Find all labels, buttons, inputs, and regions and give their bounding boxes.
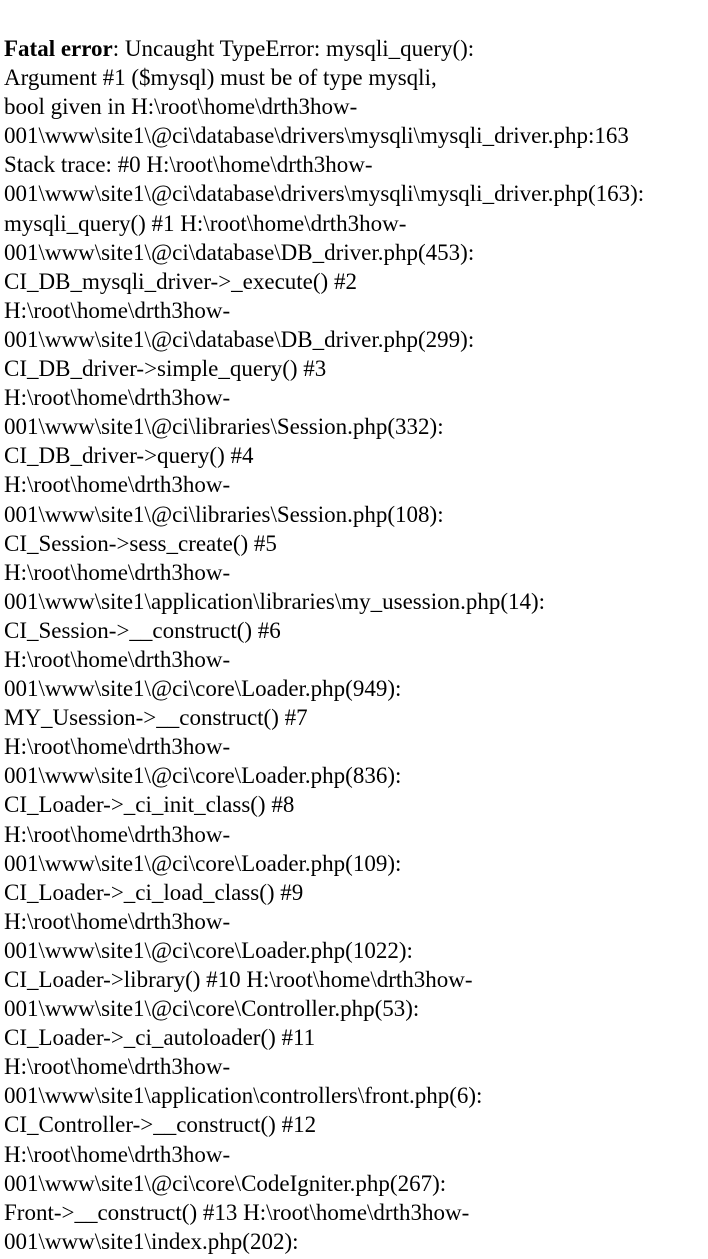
- stack-trace-line: H:\root\home\drth3how-: [4, 1141, 231, 1167]
- stack-trace-line: 001\www\site1\@ci\libraries\Session.php(108):: [4, 501, 444, 527]
- stack-trace-line: 001\www\site1\@ci\core\Controller.php(53):: [4, 996, 420, 1022]
- stack-trace-line: CI_Loader->library() #10 H:\root\home\drth3how-: [4, 967, 473, 992]
- stack-trace-line: H:\root\home\drth3how-: [4, 646, 231, 672]
- stack-trace-line: CI_Controller->__construct() #12: [4, 1112, 317, 1138]
- error-line: [4, 34, 708, 63]
- error-message: : Uncaught TypeError: mysqli_query():: [112, 36, 475, 61]
- stack-trace-line: CI_Session->__construct() #6: [4, 617, 281, 643]
- stack-trace-line: CI_Loader->_ci_autoloader() #11: [4, 1025, 316, 1051]
- stack-trace-line: 001\www\site1\@ci\core\Loader.php(949):: [4, 676, 402, 702]
- stack-trace-line: H:\root\home\drth3how-: [4, 908, 231, 934]
- stack-trace-line: H:\root\home\drth3how-: [4, 1054, 231, 1080]
- stack-trace-line: CI_Session->sess_create() #5: [4, 530, 277, 556]
- stack-trace-line: 001\www\site1\application\libraries\my_usession.php(14):: [4, 588, 546, 614]
- stack-trace-line: 001\www\site1\application\controllers\front.php(6):: [4, 1083, 483, 1109]
- stack-trace-line: 001\www\site1\@ci\core\CodeIgniter.php(267):: [4, 1170, 447, 1196]
- stack-trace-line: H:\root\home\drth3how-: [4, 559, 231, 585]
- error-line: bool given in H:\root\home\drth3how-: [4, 94, 358, 120]
- error-heading: Fatal error: [4, 36, 113, 61]
- stack-trace-line: H:\root\home\drth3how-: [4, 734, 231, 760]
- stack-trace-line: Stack trace: #0 H:\root\home\drth3how-: [4, 152, 373, 178]
- error-line: Argument #1 ($mysql) must be of type mysqli,: [4, 65, 437, 91]
- stack-trace-line: 001\www\site1\@ci\database\DB_driver.php(299):: [4, 326, 475, 352]
- stack-trace-line: 001\www\site1\@ci\database\DB_driver.php(453):: [4, 239, 475, 265]
- stack-trace-line: CI_DB_driver->query() #4: [4, 443, 254, 469]
- stack-trace-line: H:\root\home\drth3how-: [4, 472, 231, 498]
- error-line: 001\www\site1\@ci\database\drivers\mysqli\mysqli_driver.php:163: [4, 123, 629, 149]
- stack-trace-line: H:\root\home\drth3how-: [4, 385, 231, 411]
- stack-trace-line: CI_DB_driver->simple_query() #3: [4, 356, 327, 382]
- stack-trace-line: MY_Usession->__construct() #7: [4, 705, 308, 731]
- stack-trace-line: 001\www\site1\@ci\database\drivers\mysqli\mysqli_driver.php(163):: [4, 181, 645, 207]
- stack-trace-line: 001\www\site1\index.php(202):: [4, 1228, 299, 1254]
- stack-trace-line: Front->__construct() #13 H:\root\home\drth3how-: [4, 1199, 470, 1225]
- stack-trace-line: 001\www\site1\@ci\core\Loader.php(1022):: [4, 937, 413, 963]
- stack-trace-line: 001\www\site1\@ci\libraries\Session.php(332):: [4, 414, 444, 440]
- stack-trace-line: mysqli_query() #1 H:\root\home\drth3how-: [4, 210, 407, 236]
- stack-trace-line: CI_Loader->_ci_load_class() #9: [4, 879, 304, 905]
- stack-trace-line: CI_DB_mysqli_driver->_execute() #2: [4, 268, 357, 294]
- stack-trace-line: 001\www\site1\@ci\core\Loader.php(836):: [4, 763, 402, 789]
- stack-trace-line: H:\root\home\drth3how-: [4, 297, 231, 323]
- stack-trace-line: CI_Loader->_ci_init_class() #8: [4, 792, 295, 818]
- stack-trace-line: H:\root\home\drth3how-: [4, 821, 231, 847]
- stack-trace-line: 001\www\site1\@ci\core\Loader.php(109):: [4, 850, 402, 876]
